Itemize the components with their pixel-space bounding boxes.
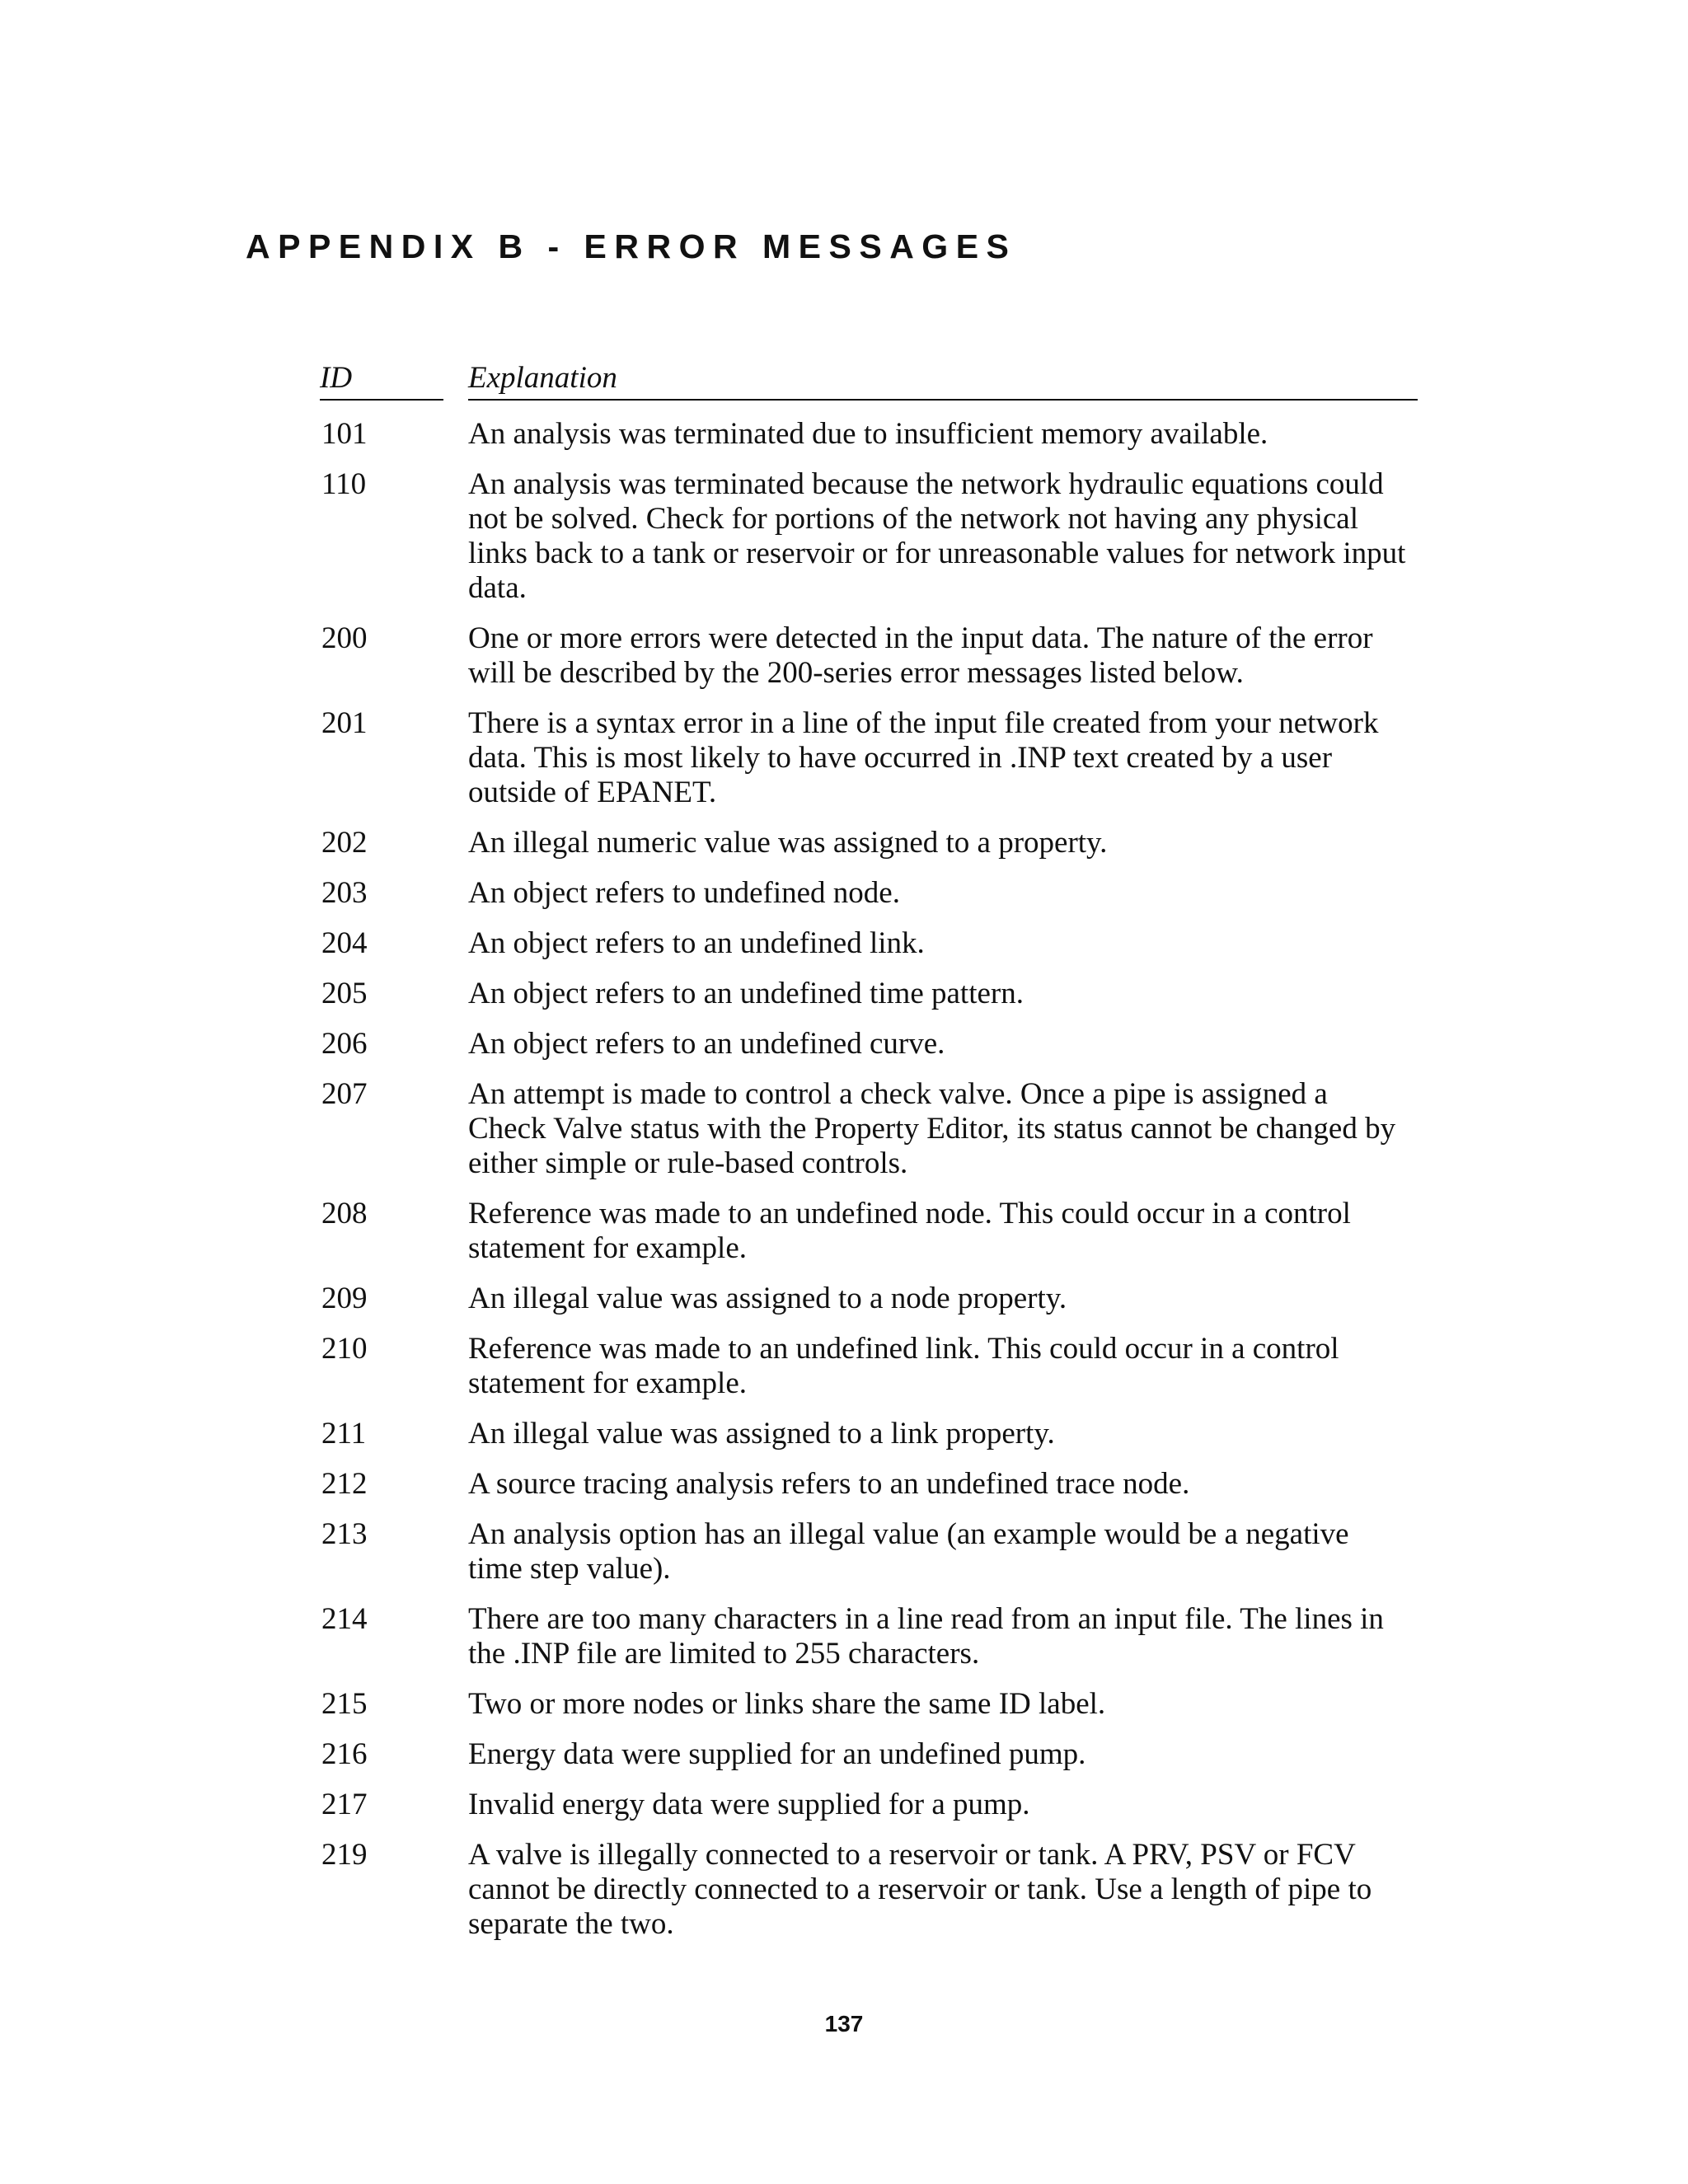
error-id: 219 (321, 1838, 368, 1872)
error-explanation: An object refers to an undefined curve. (468, 1027, 945, 1061)
error-row (320, 1737, 1418, 1772)
error-row (320, 1197, 1418, 1266)
error-row (320, 621, 1418, 691)
error-id: 202 (321, 826, 368, 860)
error-explanation: An illegal value was assigned to a node property. (468, 1282, 1067, 1315)
error-row (320, 1602, 1418, 1671)
error-explanation: An illegal value was assigned to a link property. (468, 1417, 1055, 1451)
error-id: 214 (321, 1602, 368, 1636)
error-id: 101 (321, 417, 368, 451)
error-row (320, 926, 1418, 961)
error-row (320, 826, 1418, 860)
error-row (320, 1838, 1418, 1942)
error-id: 205 (321, 977, 368, 1010)
error-explanation: Two or more nodes or links share the same ID label. (468, 1687, 1106, 1721)
error-row (320, 1467, 1418, 1502)
error-explanation: A valve is illegally connected to a reservoir or tank. A PRV, PSV or FCV cannot be directly connected to a reservoir or tank. Use a length of pipe to separate the two. (468, 1838, 1372, 1941)
error-id: 204 (321, 926, 368, 960)
error-id: 212 (321, 1467, 368, 1501)
error-explanation: Reference was made to an undefined node. This could occur in a control statement for example. (468, 1197, 1351, 1265)
error-id: 215 (321, 1687, 368, 1721)
error-row (320, 706, 1418, 810)
error-row (320, 1417, 1418, 1451)
error-explanation: An analysis was terminated due to insufficient memory available. (468, 417, 1268, 451)
error-explanation: An attempt is made to control a check valve. Once a pipe is assigned a Check Valve status with the Property Editor, its status cannot be changed by either simple or rule-based controls. (468, 1077, 1396, 1180)
error-id: 200 (321, 621, 368, 655)
error-row (320, 876, 1418, 911)
error-id: 211 (321, 1417, 367, 1451)
error-row (320, 1517, 1418, 1586)
error-id: 110 (321, 467, 367, 501)
error-explanation: One or more errors were detected in the input data. The nature of the error will be described by the 200-series error messages listed below. (468, 621, 1373, 690)
error-explanation: An analysis option has an illegal value (an example would be a negative time step value). (468, 1517, 1349, 1586)
error-id: 207 (321, 1077, 368, 1111)
error-id: 201 (321, 706, 368, 740)
error-explanation: A source tracing analysis refers to an undefined trace node. (468, 1467, 1190, 1501)
error-explanation: An object refers to an undefined time pattern. (468, 977, 1024, 1010)
error-explanation: An illegal numeric value was assigned to a property. (468, 826, 1108, 860)
error-row (320, 1282, 1418, 1316)
table-header (320, 363, 1418, 401)
page-number: 137 (824, 2011, 864, 2036)
error-explanation: An analysis was terminated because the network hydraulic equations could not be solved. Check for portions of the network not having any physical links back to a tank or reservoir or for unreasonable values for network input data. (468, 467, 1406, 605)
error-row (320, 977, 1418, 1011)
error-row (320, 1788, 1418, 1822)
page-title: APPENDIX B - ERROR MESSAGES (246, 227, 1017, 265)
error-explanation: An object refers to an undefined link. (468, 926, 925, 960)
error-id: 217 (321, 1788, 368, 1821)
error-row (320, 417, 1418, 452)
explanation-column-header (468, 363, 1418, 401)
error-id: 206 (321, 1027, 368, 1061)
id-column-header-label: ID (320, 361, 353, 395)
error-id: 213 (321, 1517, 368, 1551)
error-explanation: There is a syntax error in a line of the input file created from your network data. This is most likely to have occurred in .INP text created by a user outside of EPANET. (468, 706, 1379, 809)
explanation-column-header-label: Explanation (468, 361, 617, 395)
error-id: 208 (321, 1197, 368, 1230)
error-explanation: Energy data were supplied for an undefined pump. (468, 1737, 1086, 1771)
error-row (320, 1077, 1418, 1181)
error-message-list (320, 417, 1418, 1957)
error-id: 210 (321, 1332, 368, 1366)
error-explanation: An object refers to undefined node. (468, 876, 900, 910)
error-row (320, 1687, 1418, 1722)
id-column-header (320, 363, 443, 401)
error-id: 209 (321, 1282, 368, 1315)
error-row (320, 1332, 1418, 1401)
error-explanation: There are too many characters in a line read from an input file. The lines in the .INP file are limited to 255 characters. (468, 1602, 1384, 1671)
error-explanation: Reference was made to an undefined link. This could occur in a control statement for example. (468, 1332, 1339, 1400)
error-row (320, 1027, 1418, 1062)
error-id: 216 (321, 1737, 368, 1771)
error-row (320, 467, 1418, 606)
error-id: 203 (321, 876, 368, 910)
error-explanation: Invalid energy data were supplied for a pump. (468, 1788, 1030, 1821)
